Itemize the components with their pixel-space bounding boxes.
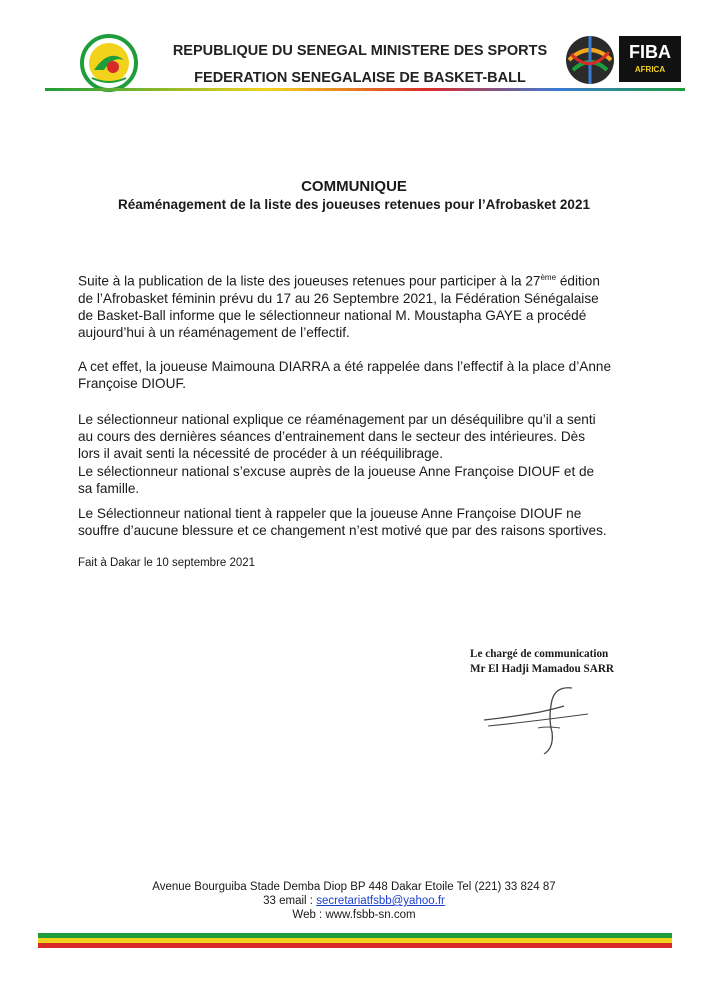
paragraph-line: A cet effet, la joueuse Maimouna DIARRA a été rappelée dans l’effectif à la place d’Anne: [78, 359, 612, 374]
signatory-name: Mr El Hadji Mamadou SARR: [470, 663, 614, 675]
federation-emblem-logo: [80, 34, 138, 92]
email-link[interactable]: secretariatfsbb@yahoo.fr: [316, 895, 445, 907]
handwritten-signature: [478, 684, 598, 756]
header-divider: [45, 88, 685, 91]
paragraph-4: [78, 505, 631, 539]
fiba-logo-text: FIBA: [629, 42, 671, 62]
paragraph-line: de l’Afrobasket féminin prévu du 17 au 26 Septembre 2021, la Fédération Sénégalaise: [78, 290, 599, 306]
paragraph-line: Le sélectionneur national explique ce réaménagement par un déséquilibre qu’il a senti: [78, 412, 596, 427]
paragraph-3: [78, 411, 631, 497]
signatory-block: [470, 647, 690, 677]
date-line: Fait à Dakar le 10 septembre 2021: [78, 557, 256, 569]
stripe-red: [38, 943, 672, 948]
header-federation: FEDERATION SENEGALAISE DE BASKET-BALL: [194, 70, 526, 86]
paragraph-line: souffre d’aucune blessure et ce changement n’est motivé que par des raisons sportives.: [78, 523, 607, 539]
fiba-logo-subtext: AFRICA: [634, 65, 666, 74]
document-subtitle: Réaménagement de la liste des joueuses retenues pour l’Afrobasket 2021: [118, 197, 590, 212]
document-title: COMMUNIQUE: [301, 178, 407, 195]
paragraph-line: aujourd’hui à un réaménagement de l’effectif.: [78, 325, 350, 341]
paragraph-line: Françoise DIOUF.: [78, 376, 187, 392]
paragraph-1: [78, 269, 631, 341]
footer-email-prefix: 33 email :: [263, 895, 317, 907]
header-ministry: REPUBLIQUE DU SENEGAL MINISTERE DES SPORTS: [172, 43, 548, 59]
paragraph-line: Le sélectionneur national s’excuse auprès de la joueuse Anne Françoise DIOUF et de: [78, 463, 595, 479]
footer-web: Web : www.fsbb-sn.com: [292, 909, 416, 921]
signatory-role: Le chargé de communication: [470, 648, 609, 660]
footer-address: Avenue Bourguiba Stade Demba Diop BP 448 Dakar Etoile Tel (221) 33 824 87: [152, 881, 556, 893]
paragraph-2: [78, 358, 631, 392]
paragraph-line: sa famille.: [78, 480, 140, 496]
footer-flag-stripes: [38, 933, 672, 948]
fiba-africa-logo: [561, 30, 685, 88]
paragraph-1-line-1: Suite à la publication de la liste des joueuses retenues pour participer à la 27ème édition: [78, 273, 600, 289]
paragraph-line: lors il avait senti la nécessité de procéder à un rééquilibrage.: [78, 446, 443, 462]
footer-email-line: [0, 895, 708, 908]
paragraph-line: de Basket-Ball informe que le sélectionneur national M. Moustapha GAYE a procédé: [78, 307, 587, 323]
paragraph-line: Le Sélectionneur national tient à rappeler que la joueuse Anne Françoise DIOUF ne: [78, 506, 582, 521]
paragraph-line: au cours des dernières séances d’entrainement dans le secteur des intérieures. Dès: [78, 429, 586, 445]
